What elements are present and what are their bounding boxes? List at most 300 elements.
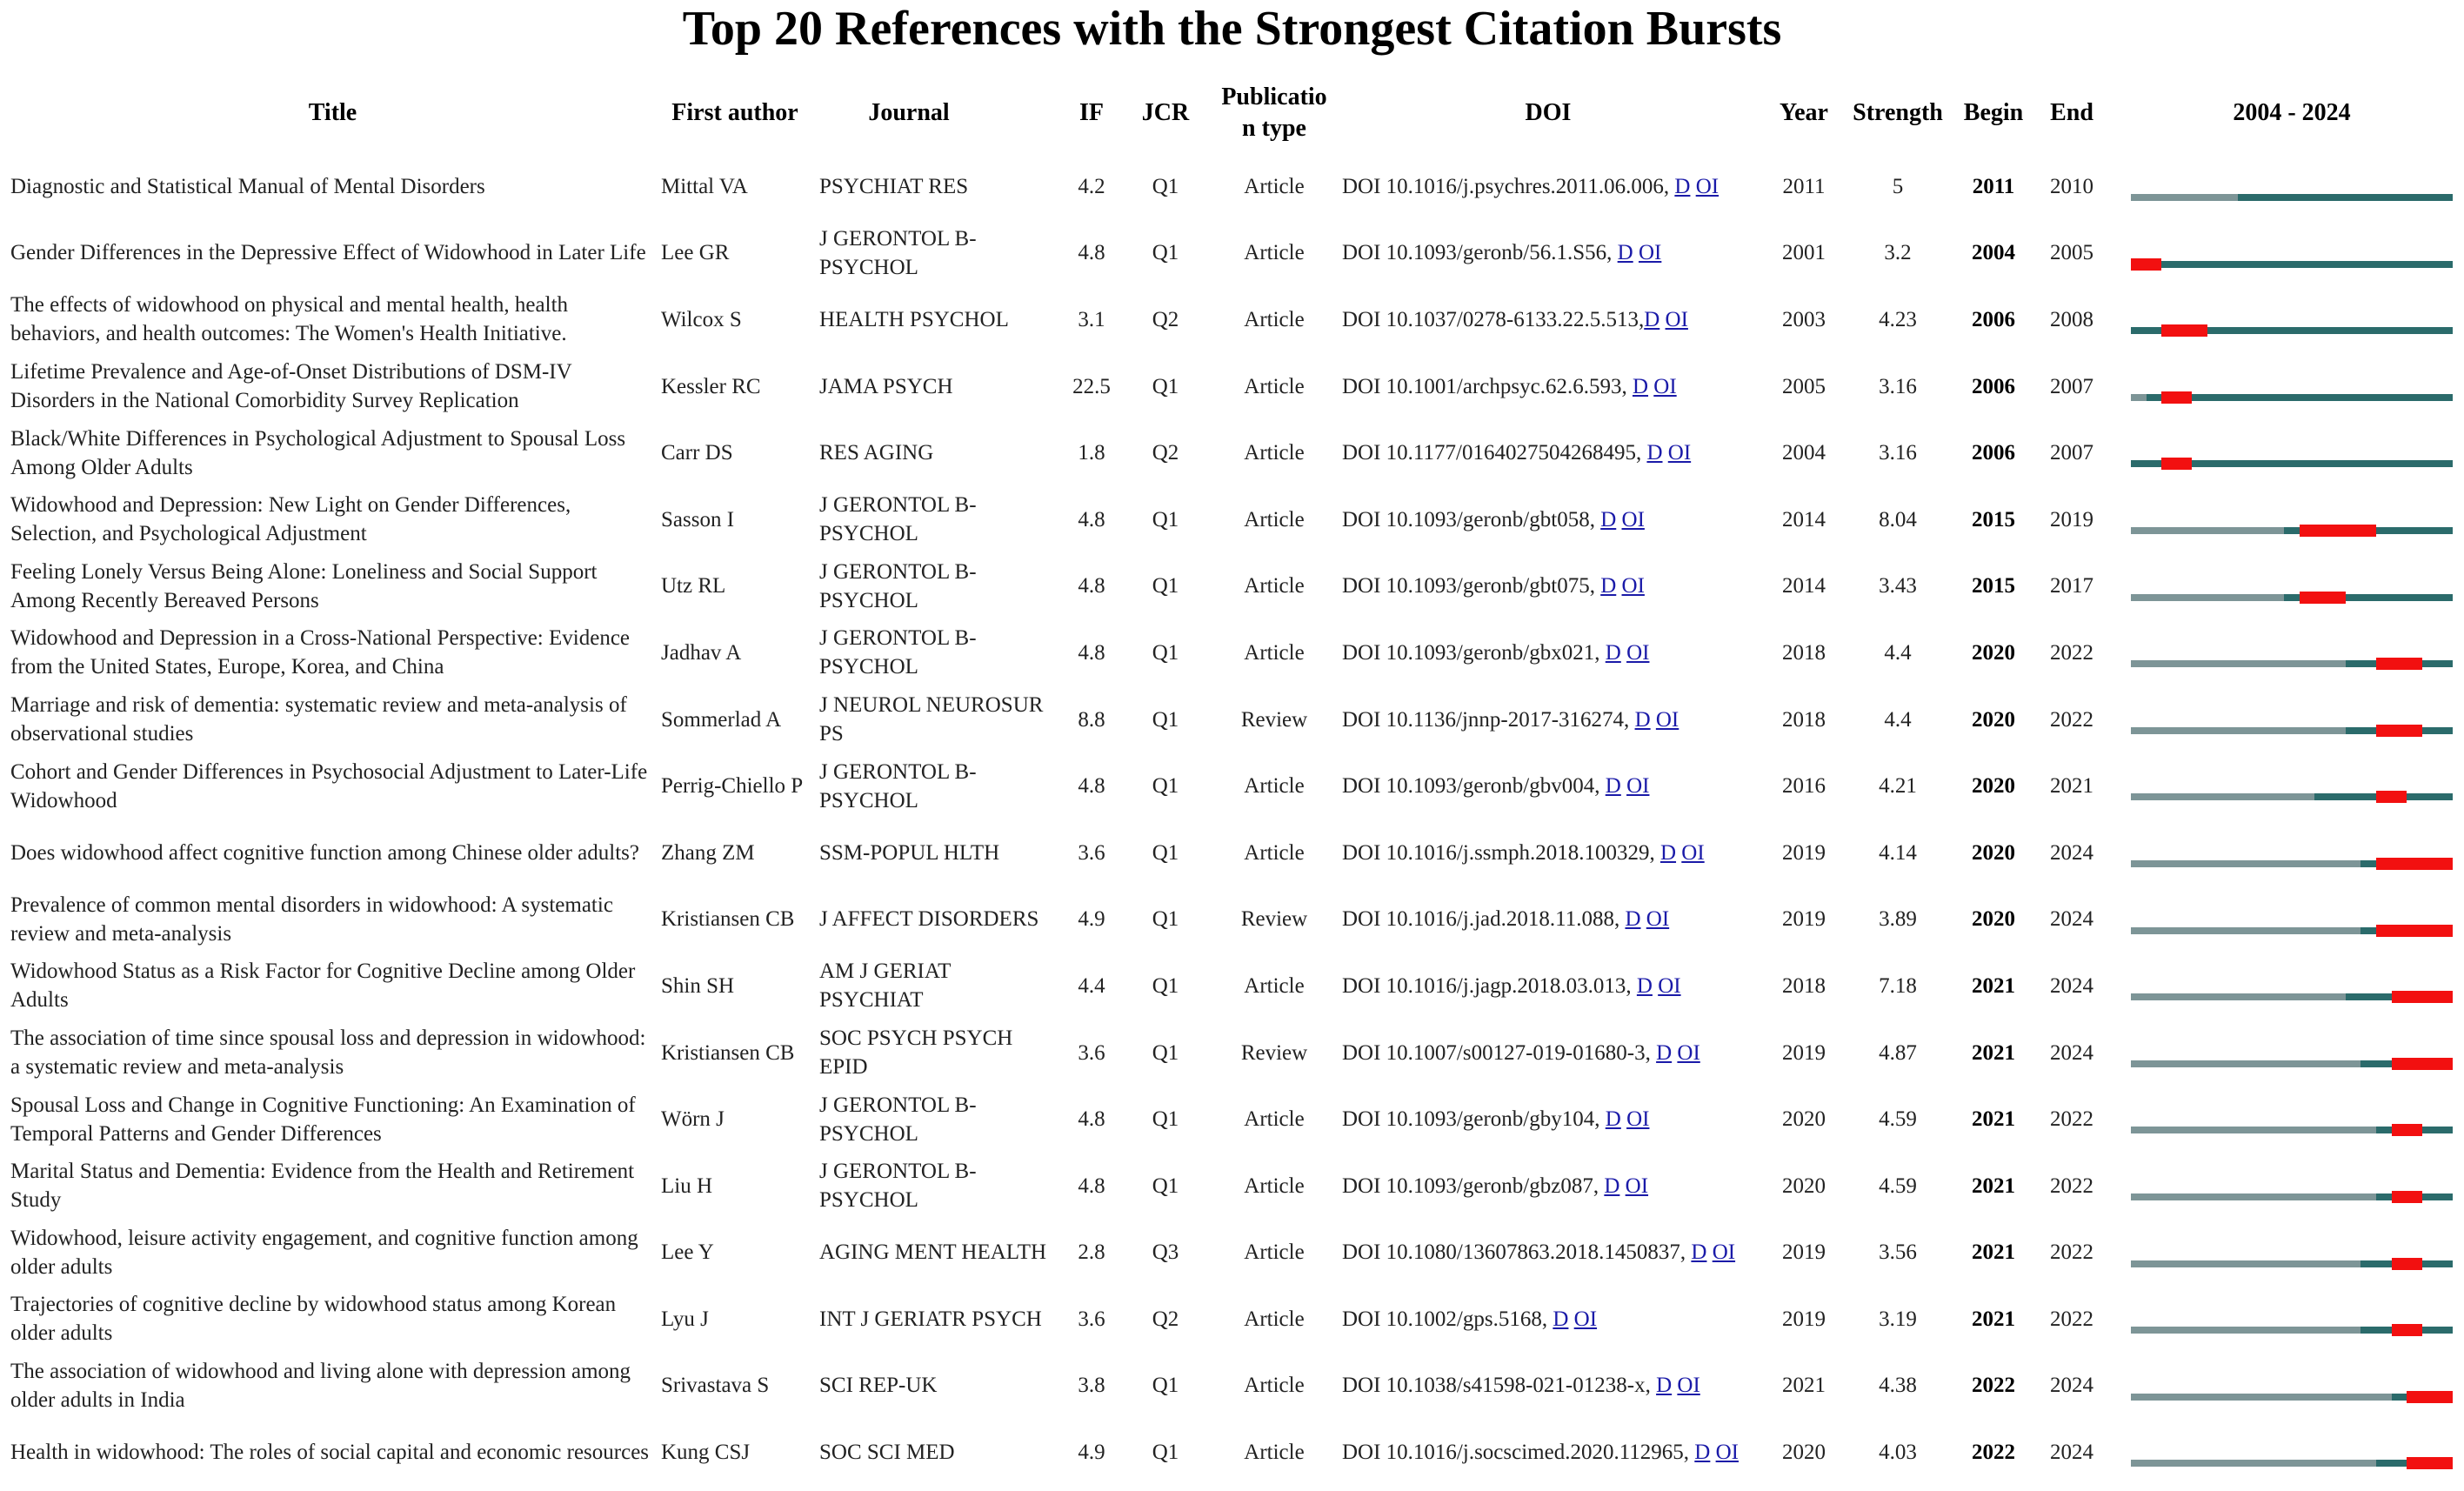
cell-jcr-text: Q2	[1152, 307, 1179, 331]
cell-year-text: 2018	[1782, 973, 1826, 998]
table-row	[0, 1153, 2464, 1220]
cell-if-text: 4.2	[1078, 174, 1105, 198]
cell-jcr	[1131, 153, 1200, 220]
doi-link[interactable]: OI	[1695, 174, 1719, 198]
cell-end-text: 2024	[2050, 840, 2093, 865]
doi-link[interactable]: OI	[1665, 307, 1688, 331]
cell-jcr	[1131, 819, 1200, 886]
cell-begin-text: 2020	[1972, 840, 2015, 865]
cell-doi	[1342, 220, 1755, 287]
doi-link[interactable]: D	[1605, 640, 1621, 665]
cell-strength	[1842, 220, 1953, 287]
cell-first-author-text: Lee Y	[661, 1240, 714, 1265]
cell-year-text: 2020	[1782, 1173, 1826, 1198]
table-row	[0, 1353, 2464, 1420]
cell-strength-text: 5	[1892, 174, 1904, 198]
cell-begin	[1953, 1419, 2033, 1486]
cell-end	[2033, 486, 2110, 553]
doi-link[interactable]: OI	[1712, 1240, 1736, 1265]
cell-journal-text: AGING MENT HEALTH	[819, 1240, 1047, 1265]
cell-jcr	[1131, 1153, 1200, 1220]
doi-link[interactable]: D	[1691, 1240, 1707, 1265]
doi-link[interactable]: D	[1605, 1107, 1621, 1132]
table-row	[0, 486, 2464, 553]
cell-journal	[819, 686, 1054, 753]
cell-publication-type	[1213, 752, 1335, 819]
doi-link[interactable]: OI	[1655, 707, 1679, 732]
table-row	[0, 286, 2464, 353]
doi-text-wrap	[1342, 639, 1649, 667]
cell-publication-type	[1213, 1220, 1335, 1287]
header-strength: Strength	[1853, 99, 1943, 126]
cell-title-text: Does widowhood affect cognitive function among Chinese older adults?	[10, 840, 639, 865]
doi-link[interactable]: OI	[1677, 1040, 1700, 1065]
table-row	[0, 819, 2464, 886]
cell-first-author-text: Srivastava S	[661, 1374, 770, 1398]
cell-begin	[1953, 1220, 2033, 1287]
cell-first-author	[661, 220, 816, 287]
cell-strength-text: 3.89	[1879, 907, 1917, 932]
cell-begin-text: 2021	[1972, 973, 2015, 998]
cell-doi	[1342, 752, 1755, 819]
cell-if	[1057, 1419, 1126, 1486]
doi-text-wrap	[1342, 172, 1719, 201]
cell-strength-text: 4.23	[1879, 307, 1917, 331]
cell-year	[1766, 1153, 1842, 1220]
cell-year-text: 2001	[1782, 241, 1826, 265]
doi-link[interactable]: D	[1600, 507, 1617, 532]
cell-doi	[1342, 419, 1755, 486]
cell-if-text: 3.8	[1078, 1374, 1105, 1398]
cell-doi	[1342, 1353, 1755, 1420]
cell-publication-type	[1213, 486, 1335, 553]
timeline-bar	[2131, 1060, 2453, 1067]
cell-title-text: Cohort and Gender Differences in Psychosocial Adjustment to Later-Life Widowhood	[10, 759, 648, 812]
cell-year-text: 2014	[1782, 507, 1826, 532]
timeline-bar	[2131, 460, 2453, 467]
cell-jcr	[1131, 1353, 1200, 1420]
cell-begin	[1953, 486, 2033, 553]
cell-journal-text: J GERONTOL B-PSYCHOL	[819, 1093, 977, 1146]
timeline-burst-segment	[2376, 925, 2453, 937]
cell-first-author-text: Shin SH	[661, 973, 735, 998]
cell-first-author	[661, 419, 816, 486]
cell-end	[2033, 286, 2110, 353]
cell-journal-text: J GERONTOL B-PSYCHOL	[819, 493, 977, 546]
cell-strength-text: 4.59	[1879, 1107, 1917, 1132]
doi-link[interactable]: D	[1694, 1441, 1711, 1465]
timeline-bar	[2131, 327, 2453, 334]
doi-link[interactable]: D	[1636, 973, 1653, 998]
cell-end-text: 2019	[2050, 507, 2093, 532]
cell-year-text: 2019	[1782, 1307, 1826, 1331]
cell-first-author-text: Zhang ZM	[661, 840, 755, 865]
doi-text-wrap	[1342, 1305, 1597, 1334]
cell-jcr	[1131, 1020, 1200, 1086]
doi-text-wrap	[1342, 305, 1688, 334]
cell-if-text: 4.9	[1078, 907, 1105, 932]
cell-jcr	[1131, 686, 1200, 753]
doi-link[interactable]: D	[1605, 774, 1621, 799]
cell-first-author	[661, 1353, 816, 1420]
doi-link[interactable]: D	[1646, 441, 1663, 465]
cell-end	[2033, 1086, 2110, 1153]
doi-text: DOI 10.1002/gps.5168,	[1342, 1307, 1553, 1331]
doi-link[interactable]: OI	[1653, 374, 1677, 398]
cell-year	[1766, 752, 1842, 819]
header-jcr: JCR	[1141, 99, 1190, 126]
cell-title-text: Prevalence of common mental disorders in widowhood: A systematic review and meta-analysis	[10, 893, 613, 946]
cell-begin-text: 2004	[1972, 241, 2015, 265]
cell-title-text: Marriage and risk of dementia: systematic review and meta-analysis of observational studies	[10, 693, 627, 746]
cell-year-text: 2016	[1782, 774, 1826, 799]
cell-strength-text: 3.43	[1879, 574, 1917, 598]
cell-begin-text: 2021	[1972, 1240, 2015, 1265]
timeline-burst-segment	[2300, 525, 2376, 537]
cell-if	[1057, 1086, 1126, 1153]
cell-journal	[819, 220, 1054, 287]
cell-jcr	[1131, 286, 1200, 353]
timeline-bar	[2131, 793, 2453, 800]
cell-end	[2033, 1353, 2110, 1420]
cell-if	[1057, 1286, 1126, 1353]
cell-publication-type	[1213, 1020, 1335, 1086]
cell-if-text: 4.4	[1078, 973, 1105, 998]
cell-strength	[1842, 1353, 1953, 1420]
doi-text: DOI 10.1016/j.socscimed.2020.112965,	[1342, 1441, 1695, 1465]
cell-title	[10, 220, 654, 287]
cell-journal-text: INT J GERIATR PSYCH	[819, 1307, 1042, 1331]
table-row	[0, 553, 2464, 620]
cell-first-author	[661, 819, 816, 886]
cell-doi	[1342, 353, 1755, 420]
cell-first-author-text: Kristiansen CB	[661, 1040, 795, 1065]
table-row	[0, 619, 2464, 686]
cell-jcr	[1131, 1419, 1200, 1486]
doi-text: DOI 10.1093/geronb/gby104,	[1342, 1107, 1606, 1132]
cell-jcr	[1131, 553, 1200, 620]
doi-text: DOI 10.1016/j.jagp.2018.03.013,	[1342, 973, 1637, 998]
timeline-bar	[2131, 594, 2453, 601]
cell-doi	[1342, 886, 1755, 953]
cell-end	[2033, 1220, 2110, 1287]
cell-year	[1766, 1220, 1842, 1287]
cell-jcr-text: Q1	[1152, 1441, 1179, 1465]
cell-end	[2033, 153, 2110, 220]
cell-first-author	[661, 953, 816, 1020]
timeline-bar	[2131, 394, 2453, 401]
cell-title	[10, 153, 654, 220]
cell-begin-text: 2015	[1972, 574, 2015, 598]
cell-title	[10, 553, 654, 620]
header-if: IF	[1079, 99, 1104, 126]
doi-link[interactable]: OI	[1681, 840, 1705, 865]
cell-title-text: Gender Differences in the Depressive Effect of Widowhood in Later Life	[10, 241, 646, 265]
doi-link[interactable]: D	[1600, 574, 1617, 598]
cell-year-text: 2018	[1782, 707, 1826, 732]
table-row	[0, 1286, 2464, 1353]
cell-strength-text: 4.87	[1879, 1040, 1917, 1065]
cell-end-text: 2007	[2050, 441, 2093, 465]
cell-first-author	[661, 353, 816, 420]
cell-end-text: 2017	[2050, 574, 2093, 598]
cell-first-author	[661, 1086, 816, 1153]
doi-text: DOI 10.1016/j.psychres.2011.06.006,	[1342, 174, 1675, 198]
cell-title	[10, 419, 654, 486]
doi-link[interactable]: D	[1659, 840, 1677, 865]
cell-jcr-text: Q1	[1152, 241, 1179, 265]
cell-end-text: 2008	[2050, 307, 2093, 331]
cell-title	[10, 1419, 654, 1486]
cell-jcr	[1131, 353, 1200, 420]
doi-link[interactable]: D	[1617, 241, 1633, 265]
cell-journal	[819, 1220, 1054, 1287]
doi-link[interactable]: OI	[1626, 1107, 1650, 1132]
cell-end-text: 2022	[2050, 1240, 2093, 1265]
doi-text: DOI 10.1136/jnnp-2017-316274,	[1342, 707, 1635, 732]
cell-year	[1766, 686, 1842, 753]
cell-end	[2033, 1020, 2110, 1086]
cell-journal	[819, 1153, 1054, 1220]
cell-title	[10, 353, 654, 420]
cell-first-author-text: Perrig-Chiello P	[661, 774, 804, 799]
header-begin: Begin	[1963, 99, 2024, 126]
cell-end-text: 2024	[2050, 1441, 2093, 1465]
cell-publication-type	[1213, 1419, 1335, 1486]
doi-link[interactable]: OI	[1621, 507, 1645, 532]
cell-first-author	[661, 686, 816, 753]
cell-year-text: 2020	[1782, 1107, 1826, 1132]
cell-strength-text: 4.14	[1879, 840, 1917, 865]
cell-jcr-text: Q1	[1152, 840, 1179, 865]
cell-title-text: The association of time since spousal loss and depression in widowhood: a systematic review and meta-analysis	[10, 1026, 646, 1080]
cell-publication-type	[1213, 153, 1335, 220]
cell-title-text: Marital Status and Dementia: Evidence from the Health and Retirement Study	[10, 1160, 635, 1213]
cell-title-text: Trajectories of cognitive decline by widowhood status among Korean older adults	[10, 1293, 617, 1346]
cell-begin-text: 2021	[1972, 1307, 2015, 1331]
timeline-bar	[2131, 860, 2453, 867]
cell-year-text: 2021	[1782, 1374, 1826, 1398]
doi-text-wrap	[1342, 772, 1649, 800]
timeline-burst-segment	[2376, 658, 2422, 670]
cell-publication-type-text: Article	[1244, 174, 1305, 198]
cell-jcr	[1131, 1220, 1200, 1287]
doi-text: DOI 10.1016/j.ssmph.2018.100329,	[1342, 840, 1660, 865]
cell-begin	[1953, 1353, 2033, 1420]
doi-link[interactable]: D	[1625, 907, 1641, 932]
cell-first-author	[661, 619, 816, 686]
doi-text-wrap	[1342, 1438, 1739, 1467]
cell-begin	[1953, 819, 2033, 886]
doi-link[interactable]: OI	[1646, 907, 1670, 932]
cell-jcr	[1131, 220, 1200, 287]
cell-journal-text: AM J GERIAT PSYCHIAT	[819, 959, 951, 1013]
cell-publication-type-text: Article	[1244, 441, 1305, 465]
cell-publication-type	[1213, 286, 1335, 353]
cell-publication-type	[1213, 353, 1335, 420]
cell-year-text: 2011	[1782, 174, 1826, 198]
cell-strength	[1842, 619, 1953, 686]
cell-strength-text: 4.59	[1879, 1173, 1917, 1198]
cell-begin-text: 2020	[1972, 774, 2015, 799]
cell-end-text: 2022	[2050, 1107, 2093, 1132]
cell-if-text: 4.8	[1078, 507, 1105, 532]
doi-link[interactable]: D	[1634, 707, 1651, 732]
cell-first-author-text: Liu H	[661, 1173, 713, 1198]
cell-end-text: 2022	[2050, 640, 2093, 665]
cell-begin	[1953, 686, 2033, 753]
doi-link[interactable]: OI	[1621, 574, 1645, 598]
cell-doi	[1342, 1153, 1755, 1220]
cell-year-text: 2005	[1782, 374, 1826, 398]
doi-text: DOI 10.1093/geronb/gbt075,	[1342, 574, 1601, 598]
cell-if-text: 8.8	[1078, 707, 1105, 732]
cell-journal-text: J NEUROL NEUROSUR PS	[819, 693, 1044, 746]
doi-link[interactable]: D	[1632, 374, 1649, 398]
cell-first-author	[661, 886, 816, 953]
cell-jcr-text: Q1	[1152, 907, 1179, 932]
doi-text: DOI 10.1093/geronb/56.1.S56,	[1342, 241, 1618, 265]
cell-jcr-text: Q1	[1152, 374, 1179, 398]
cell-jcr-text: Q1	[1152, 1040, 1179, 1065]
cell-journal	[819, 419, 1054, 486]
doi-link[interactable]: OI	[1658, 973, 1681, 998]
doi-text: DOI 10.1093/geronb/gbz087,	[1342, 1173, 1605, 1198]
doi-text-wrap	[1342, 1039, 1700, 1067]
doi-link[interactable]: OI	[1677, 1374, 1700, 1398]
cell-title-text: Widowhood, leisure activity engagement, and cognitive function among older adults	[10, 1226, 638, 1279]
cell-title-text: Feeling Lonely Versus Being Alone: Loneliness and Social Support Among Recently Bereaved Persons	[10, 559, 598, 612]
cell-jcr-text: Q1	[1152, 707, 1179, 732]
cell-begin	[1953, 619, 2033, 686]
cell-strength-text: 3.56	[1879, 1240, 1917, 1265]
cell-if	[1057, 953, 1126, 1020]
cell-if-text: 2.8	[1078, 1240, 1105, 1265]
cell-publication-type	[1213, 419, 1335, 486]
cell-journal-text: J GERONTOL B-PSYCHOL	[819, 226, 977, 279]
cell-journal	[819, 286, 1054, 353]
cell-title	[10, 819, 654, 886]
cell-jcr	[1131, 619, 1200, 686]
cell-title-text: Lifetime Prevalence and Age-of-Onset Distributions of DSM-IV Disorders in the National Comorbidity Survey Replication	[10, 360, 572, 413]
doi-link[interactable]: OI	[1573, 1307, 1598, 1331]
cell-strength	[1842, 1020, 1953, 1086]
table-row	[0, 953, 2464, 1020]
cell-jcr	[1131, 486, 1200, 553]
header-timeline: 2004 - 2024	[2233, 99, 2351, 126]
header-title: Title	[308, 99, 357, 126]
cell-jcr-text: Q1	[1152, 973, 1179, 998]
cell-title	[10, 686, 654, 753]
doi-link[interactable]: D	[1553, 1307, 1569, 1331]
cell-publication-type-text: Article	[1244, 1240, 1305, 1265]
doi-text: DOI 10.1038/s41598-021-01238-x,	[1342, 1374, 1657, 1398]
timeline-burst-segment	[2392, 1124, 2422, 1136]
cell-journal	[819, 819, 1054, 886]
cell-end-text: 2024	[2050, 973, 2093, 998]
doi-link[interactable]: D	[1656, 1374, 1673, 1398]
cell-end	[2033, 1419, 2110, 1486]
cell-journal	[819, 886, 1054, 953]
cell-journal-text: SSM-POPUL HLTH	[819, 840, 1000, 865]
cell-first-author-text: Sasson I	[661, 507, 735, 532]
cell-if	[1057, 153, 1126, 220]
cell-title-text: Widowhood and Depression in a Cross-National Perspective: Evidence from the United States, Europe, Korea, and China	[10, 626, 631, 679]
cell-journal	[819, 619, 1054, 686]
cell-title	[10, 486, 654, 553]
cell-end-text: 2007	[2050, 374, 2093, 398]
doi-link[interactable]: OI	[1625, 1173, 1649, 1198]
cell-journal-text: HEALTH PSYCHOL	[819, 307, 1009, 331]
cell-jcr-text: Q1	[1152, 1107, 1179, 1132]
cell-year	[1766, 153, 1842, 220]
header-journal: Journal	[868, 99, 950, 126]
cell-first-author	[661, 286, 816, 353]
cell-first-author	[661, 1020, 816, 1086]
timeline-burst-segment	[2300, 592, 2346, 604]
cell-strength	[1842, 553, 1953, 620]
cell-if-text: 4.8	[1078, 774, 1105, 799]
cell-first-author	[661, 486, 816, 553]
header-publication-type: Publication type	[1221, 84, 1327, 142]
cell-title-text: Widowhood and Depression: New Light on Gender Differences, Selection, and Psychological Adjustment	[10, 493, 571, 546]
doi-link[interactable]: OI	[1626, 774, 1650, 799]
cell-year	[1766, 1286, 1842, 1353]
doi-link[interactable]: OI	[1667, 441, 1692, 465]
cell-doi	[1342, 953, 1755, 1020]
cell-first-author	[661, 1153, 816, 1220]
doi-link[interactable]: D	[1656, 1040, 1673, 1065]
doi-link[interactable]: OI	[1715, 1441, 1739, 1465]
table-row	[0, 686, 2464, 753]
cell-first-author-text: Kristiansen CB	[661, 907, 795, 932]
doi-link[interactable]: D	[1674, 174, 1691, 198]
cell-strength	[1842, 419, 1953, 486]
cell-begin-text: 2006	[1972, 374, 2015, 398]
cell-title	[10, 1086, 654, 1153]
timeline-bar	[2131, 927, 2453, 934]
timeline-bar	[2131, 1327, 2453, 1334]
cell-end	[2033, 1286, 2110, 1353]
cell-strength	[1842, 686, 1953, 753]
cell-journal	[819, 1286, 1054, 1353]
cell-if-text: 3.6	[1078, 1307, 1105, 1331]
doi-link[interactable]: D	[1644, 307, 1660, 331]
cell-year-text: 2004	[1782, 441, 1826, 465]
cell-jcr-text: Q1	[1152, 640, 1179, 665]
cell-jcr-text: Q1	[1152, 574, 1179, 598]
cell-jcr-text: Q1	[1152, 1374, 1179, 1398]
cell-begin	[1953, 353, 2033, 420]
cell-publication-type	[1213, 619, 1335, 686]
cell-doi	[1342, 1419, 1755, 1486]
doi-text-wrap	[1342, 1238, 1735, 1267]
cell-if	[1057, 886, 1126, 953]
cell-if	[1057, 1020, 1126, 1086]
cell-begin	[1953, 1020, 2033, 1086]
cell-jcr	[1131, 419, 1200, 486]
cell-title-text: Spousal Loss and Change in Cognitive Functioning: An Examination of Temporal Patterns and Gender Differences	[10, 1093, 636, 1146]
cell-jcr-text: Q1	[1152, 174, 1179, 198]
doi-text-wrap	[1342, 972, 1681, 1000]
cell-year-text: 2003	[1782, 307, 1826, 331]
cell-journal-text: RES AGING	[819, 441, 934, 465]
timeline-bar	[2131, 1460, 2453, 1467]
doi-link[interactable]: OI	[1638, 241, 1662, 265]
doi-link[interactable]: OI	[1626, 640, 1650, 665]
cell-publication-type-text: Article	[1244, 1173, 1305, 1198]
doi-link[interactable]: D	[1604, 1173, 1620, 1198]
